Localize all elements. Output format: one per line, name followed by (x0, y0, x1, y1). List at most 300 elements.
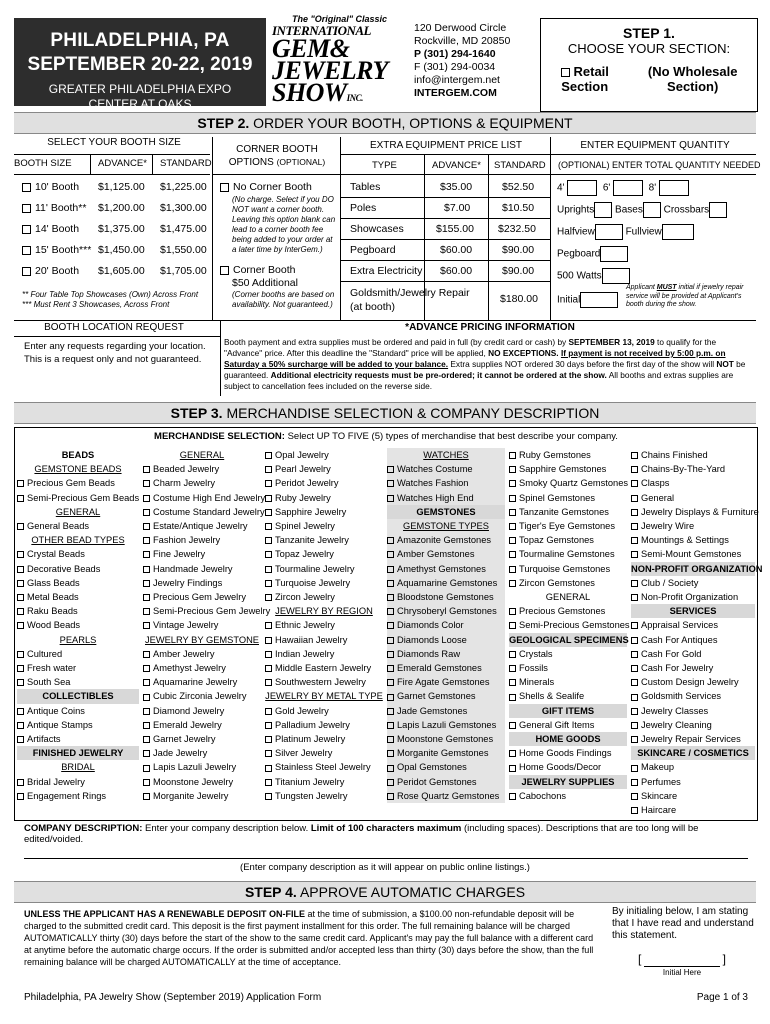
repair-initial-input[interactable] (580, 292, 618, 308)
booth-option-15[interactable] (22, 244, 91, 256)
checkbox-icon[interactable] (387, 637, 394, 644)
checkbox-icon[interactable] (265, 779, 272, 786)
merch-option[interactable] (143, 491, 266, 505)
option-label: Section) (667, 79, 719, 94)
checkbox-icon[interactable] (509, 694, 516, 701)
merch-option[interactable] (265, 576, 383, 590)
checkbox-icon[interactable] (265, 480, 272, 487)
checkbox-icon[interactable] (265, 651, 272, 658)
checkbox-icon[interactable] (387, 537, 394, 544)
merch-option[interactable] (631, 576, 755, 590)
checkbox-icon[interactable] (631, 594, 638, 601)
merch-option[interactable] (143, 476, 261, 490)
merch-option[interactable] (509, 547, 627, 561)
checkbox-icon[interactable] (631, 736, 638, 743)
checkbox-icon[interactable] (265, 750, 272, 757)
checkbox-icon[interactable] (17, 722, 24, 729)
merch-option[interactable] (387, 562, 505, 576)
merch-option[interactable] (631, 448, 755, 462)
checkbox-icon[interactable] (143, 665, 150, 672)
checkbox-icon[interactable] (143, 580, 150, 587)
checkbox-icon[interactable] (509, 793, 516, 800)
merch-option-label: Southwestern Jewelry (275, 677, 366, 688)
merch-option[interactable] (387, 618, 505, 632)
booth-size: 10' Booth (35, 181, 80, 193)
merch-option[interactable] (17, 547, 139, 561)
checkbox-icon[interactable] (387, 779, 394, 786)
checkbox-icon[interactable] (143, 594, 150, 601)
checkbox-icon[interactable] (143, 750, 150, 757)
checkbox-icon[interactable] (143, 523, 150, 530)
merch-option[interactable] (265, 647, 383, 661)
merch-option[interactable] (509, 760, 627, 774)
checkbox-icon[interactable] (631, 765, 638, 772)
merch-option[interactable] (143, 562, 261, 576)
checkbox-icon[interactable] (509, 608, 516, 615)
merch-option-label: Precious Gem Jewelry (153, 592, 246, 603)
merch-option[interactable] (265, 462, 383, 476)
merch-option[interactable] (631, 590, 755, 604)
booth-option-20[interactable] (22, 265, 79, 277)
checkbox-icon[interactable] (143, 765, 150, 772)
qty-8-input[interactable] (659, 180, 689, 196)
merch-option[interactable] (265, 718, 383, 732)
booth-option-10[interactable] (22, 181, 79, 193)
merch-option[interactable] (17, 618, 139, 632)
checkbox-icon[interactable] (265, 523, 272, 530)
merch-option[interactable] (631, 732, 755, 746)
checkbox-icon[interactable] (17, 708, 24, 715)
merch-option[interactable] (387, 704, 505, 718)
merch-option[interactable] (143, 618, 261, 632)
merch-option[interactable] (265, 448, 383, 462)
merch-option[interactable] (509, 576, 627, 590)
crossbars-input[interactable] (709, 202, 727, 218)
checkbox-icon[interactable] (265, 679, 272, 686)
initial-here-input[interactable]: [ ] (638, 952, 726, 966)
merch-option[interactable] (17, 647, 139, 661)
checkbox-icon[interactable] (387, 594, 394, 601)
merch-option[interactable] (143, 760, 261, 774)
checkbox-icon[interactable] (220, 266, 229, 275)
logo-line: SHOW (272, 78, 347, 107)
checkbox-icon[interactable] (17, 622, 24, 629)
merch-option[interactable] (631, 462, 755, 476)
merch-option[interactable] (143, 675, 261, 689)
checkbox-icon[interactable] (631, 480, 638, 487)
checkbox-icon[interactable] (631, 651, 638, 658)
checkbox-icon[interactable] (509, 665, 516, 672)
merch-option[interactable] (509, 604, 627, 618)
merch-option[interactable] (265, 760, 383, 774)
merch-option[interactable] (387, 462, 505, 476)
checkbox-icon[interactable] (265, 495, 272, 502)
merch-option[interactable] (17, 562, 139, 576)
checkbox-icon[interactable] (631, 665, 638, 672)
merch-option[interactable] (509, 789, 627, 803)
merch-option[interactable] (631, 491, 755, 505)
qty-6-input[interactable] (613, 180, 643, 196)
merch-option[interactable] (631, 760, 755, 774)
checkbox-icon[interactable] (387, 551, 394, 558)
merch-option[interactable] (509, 519, 627, 533)
checkbox-icon[interactable] (17, 551, 24, 558)
checkbox-icon[interactable] (387, 651, 394, 658)
checkbox-icon[interactable] (143, 622, 150, 629)
merch-option[interactable] (631, 533, 755, 547)
checkbox-icon[interactable] (387, 708, 394, 715)
merch-option[interactable] (387, 746, 505, 760)
checkbox-icon[interactable] (17, 495, 24, 502)
checkbox-icon[interactable] (631, 495, 638, 502)
merch-option[interactable] (631, 547, 755, 561)
merch-option[interactable] (265, 789, 383, 803)
checkbox-icon[interactable] (143, 509, 150, 516)
merch-option[interactable] (509, 533, 627, 547)
checkbox-icon[interactable] (387, 566, 394, 573)
merch-option[interactable] (631, 661, 755, 675)
checkbox-icon[interactable] (509, 466, 516, 473)
checkbox-icon[interactable] (265, 452, 272, 459)
advance-pricing-heading: *ADVANCE PRICING INFORMATION (405, 322, 575, 333)
merch-option[interactable] (143, 576, 261, 590)
merch-option[interactable] (387, 590, 505, 604)
merch-option[interactable] (265, 775, 383, 789)
checkbox-icon[interactable] (17, 608, 24, 615)
checkbox-icon[interactable] (17, 665, 24, 672)
checkbox-icon[interactable] (143, 779, 150, 786)
merch-option[interactable] (17, 704, 139, 718)
checkbox-icon[interactable] (17, 736, 24, 743)
checkbox-icon[interactable] (265, 580, 272, 587)
checkbox-icon[interactable] (387, 622, 394, 629)
merch-option[interactable] (631, 505, 759, 519)
checkbox-icon[interactable] (387, 750, 394, 757)
merch-option[interactable] (509, 448, 627, 462)
merch-option[interactable] (143, 732, 261, 746)
merch-option[interactable] (387, 718, 505, 732)
checkbox-icon[interactable] (631, 637, 638, 644)
checkbox-icon[interactable] (17, 651, 24, 658)
checkbox-icon[interactable] (631, 779, 638, 786)
merch-option[interactable] (387, 675, 505, 689)
checkbox-icon[interactable] (265, 637, 272, 644)
checkbox-icon[interactable] (387, 793, 394, 800)
checkbox-icon[interactable] (17, 679, 24, 686)
checkbox-icon[interactable] (387, 722, 394, 729)
fullview-input[interactable] (662, 224, 694, 240)
col-advance: ADVANCE* (432, 160, 481, 171)
merch-option[interactable] (509, 505, 627, 519)
pegboard-input[interactable] (600, 246, 628, 262)
merch-option[interactable] (509, 675, 627, 689)
checkbox-icon[interactable] (17, 793, 24, 800)
merch-option[interactable] (509, 462, 627, 476)
checkbox-icon[interactable] (143, 495, 150, 502)
checkbox-icon[interactable] (265, 509, 272, 516)
merch-option[interactable] (509, 746, 627, 760)
merch-option[interactable] (631, 675, 755, 689)
checkbox-icon[interactable] (265, 551, 272, 558)
checkbox-icon[interactable] (509, 523, 516, 530)
merch-option[interactable] (631, 633, 755, 647)
merch-option[interactable] (265, 618, 383, 632)
merch-option[interactable] (17, 732, 139, 746)
qty-4-input[interactable] (567, 180, 597, 196)
merch-option[interactable] (509, 661, 627, 675)
merch-option[interactable] (265, 533, 383, 547)
checkbox-icon[interactable] (509, 722, 516, 729)
no-corner-booth-option[interactable] (220, 181, 312, 193)
merch-option[interactable] (265, 519, 383, 533)
checkbox-icon[interactable] (509, 580, 516, 587)
checkbox-icon[interactable] (265, 622, 272, 629)
merch-option[interactable] (143, 775, 261, 789)
checkbox-icon[interactable] (143, 551, 150, 558)
checkbox-icon[interactable] (265, 736, 272, 743)
checkbox-icon[interactable] (631, 679, 638, 686)
merch-option[interactable] (17, 604, 139, 618)
checkbox-icon[interactable] (631, 466, 638, 473)
checkbox-icon[interactable] (17, 480, 24, 487)
checkbox-icon[interactable] (387, 580, 394, 587)
checkbox-icon[interactable] (143, 679, 150, 686)
merch-option[interactable] (631, 775, 755, 789)
merch-option[interactable] (387, 576, 505, 590)
checkbox-icon[interactable] (143, 708, 150, 715)
merch-option[interactable] (143, 462, 261, 476)
merch-option[interactable] (265, 476, 383, 490)
merch-option[interactable] (387, 633, 505, 647)
checkbox-icon[interactable] (265, 722, 272, 729)
bases-input[interactable] (643, 202, 661, 218)
checkbox-icon[interactable] (509, 622, 516, 629)
checkbox-icon[interactable] (631, 452, 638, 459)
checkbox-icon[interactable] (17, 566, 24, 573)
merch-option[interactable] (631, 476, 755, 490)
merch-option[interactable] (143, 718, 261, 732)
merch-category-heading: BEADS (61, 450, 95, 460)
checkbox-icon[interactable] (143, 694, 150, 701)
checkbox-icon[interactable] (17, 580, 24, 587)
checkbox-icon[interactable] (387, 694, 394, 701)
booth-location-field[interactable] (14, 337, 220, 396)
merch-option[interactable] (387, 661, 505, 675)
uprights-input[interactable] (594, 202, 612, 218)
checkbox-icon[interactable] (22, 246, 31, 255)
merch-option-label: Diamonds Color (397, 620, 464, 631)
checkbox-icon[interactable] (509, 566, 516, 573)
checkbox-icon[interactable] (509, 750, 516, 757)
merch-option[interactable] (265, 590, 383, 604)
merch-option[interactable] (265, 732, 383, 746)
checkbox-icon[interactable] (143, 466, 150, 473)
merch-option[interactable] (265, 675, 383, 689)
merch-option[interactable] (143, 604, 271, 618)
merch-option[interactable] (143, 547, 261, 561)
checkbox-icon[interactable] (143, 537, 150, 544)
merch-option[interactable] (17, 789, 139, 803)
merch-option[interactable] (17, 775, 139, 789)
checkbox-icon[interactable] (387, 466, 394, 473)
merch-option[interactable] (143, 505, 265, 519)
checkbox-icon[interactable] (631, 523, 638, 530)
merch-option[interactable] (387, 476, 505, 490)
checkbox-icon[interactable] (387, 495, 394, 502)
checkbox-icon[interactable] (143, 480, 150, 487)
checkbox-icon[interactable] (17, 523, 24, 530)
checkbox-icon[interactable] (387, 665, 394, 672)
merch-option[interactable] (265, 746, 383, 760)
checkbox-icon[interactable] (265, 594, 272, 601)
merch-option[interactable] (509, 647, 627, 661)
merch-option[interactable] (265, 491, 383, 505)
checkbox-icon[interactable] (22, 267, 31, 276)
checkbox-icon[interactable] (17, 779, 24, 786)
checkbox-icon[interactable] (631, 551, 638, 558)
merch-option[interactable] (143, 746, 261, 760)
merch-option[interactable] (631, 647, 755, 661)
checkbox-icon[interactable] (631, 722, 638, 729)
checkbox-icon[interactable] (631, 807, 638, 814)
merch-option[interactable] (17, 590, 139, 604)
checkbox-icon[interactable] (143, 608, 150, 615)
checkbox-icon[interactable] (509, 551, 516, 558)
merch-option[interactable] (387, 732, 505, 746)
checkbox-icon[interactable] (265, 665, 272, 672)
merch-option[interactable] (265, 633, 383, 647)
merch-option[interactable] (631, 519, 755, 533)
checkbox-icon[interactable] (143, 736, 150, 743)
halfview-input[interactable] (595, 224, 623, 240)
checkbox-icon[interactable] (509, 509, 516, 516)
checkbox-icon[interactable] (265, 708, 272, 715)
checkbox-icon[interactable] (265, 466, 272, 473)
merch-option[interactable] (509, 689, 627, 703)
merch-option[interactable] (17, 491, 139, 505)
merch-option[interactable] (509, 562, 627, 576)
merch-option[interactable] (509, 618, 630, 632)
merch-option[interactable] (387, 547, 505, 561)
merch-option[interactable] (509, 718, 627, 732)
checkbox-icon[interactable] (143, 651, 150, 658)
merch-option[interactable] (631, 689, 755, 703)
checkbox-icon[interactable] (631, 694, 638, 701)
merch-option[interactable] (143, 590, 261, 604)
merch-option[interactable] (265, 562, 383, 576)
company-description-input[interactable] (24, 838, 748, 858)
merch-option[interactable] (265, 505, 383, 519)
checkbox-icon[interactable] (387, 608, 394, 615)
merch-option-label: Jewelry Cleaning (641, 719, 712, 730)
checkbox-icon[interactable] (509, 537, 516, 544)
merch-option[interactable] (631, 618, 755, 632)
checkbox-icon[interactable] (220, 183, 229, 192)
checkbox-icon[interactable] (143, 722, 150, 729)
checkbox-icon[interactable] (265, 566, 272, 573)
merch-option[interactable] (387, 760, 505, 774)
corner-booth-option[interactable] (220, 264, 295, 276)
merch-option[interactable] (631, 718, 755, 732)
checkbox-icon[interactable] (387, 679, 394, 686)
checkbox-icon[interactable] (265, 537, 272, 544)
watts-input[interactable] (602, 268, 630, 284)
checkbox-icon[interactable] (387, 736, 394, 743)
checkbox-icon[interactable] (17, 594, 24, 601)
checkbox-icon[interactable] (631, 708, 638, 715)
checkbox-icon[interactable] (265, 765, 272, 772)
checkbox-icon[interactable] (509, 495, 516, 502)
merch-option[interactable] (387, 491, 505, 505)
merch-option[interactable] (17, 675, 139, 689)
merch-option[interactable] (143, 533, 261, 547)
merch-option[interactable] (265, 661, 383, 675)
merch-option[interactable] (265, 547, 383, 561)
checkbox-icon[interactable] (509, 480, 516, 487)
merch-option[interactable] (631, 803, 755, 817)
checkbox-icon[interactable] (265, 793, 272, 800)
checkbox-icon[interactable] (509, 452, 516, 459)
checkbox-icon[interactable] (561, 68, 570, 77)
merch-option[interactable] (143, 519, 261, 533)
merch-option[interactable] (387, 775, 505, 789)
merch-option-label: Cash For Antiques (641, 634, 718, 645)
checkbox-icon[interactable] (509, 651, 516, 658)
checkbox-icon[interactable] (509, 679, 516, 686)
merch-option[interactable] (143, 689, 261, 703)
checkbox-icon[interactable] (22, 183, 31, 192)
merch-option[interactable] (387, 647, 505, 661)
checkbox-icon[interactable] (631, 509, 638, 516)
text: UNLESS THE APPLICANT HAS A RENEWABLE DEPOSIT ON-FILE (24, 909, 306, 919)
booth-option-14[interactable] (22, 223, 79, 235)
merch-option[interactable] (143, 704, 261, 718)
merch-option[interactable] (387, 789, 505, 803)
checkbox-icon[interactable] (143, 793, 150, 800)
checkbox-icon[interactable] (631, 622, 638, 629)
merch-option[interactable] (387, 689, 505, 703)
merch-option[interactable] (143, 647, 261, 661)
merch-option[interactable] (509, 476, 627, 490)
booth-option-11[interactable] (22, 202, 86, 214)
merch-option[interactable] (143, 789, 261, 803)
merch-option[interactable] (387, 604, 505, 618)
retail-section-option[interactable] (561, 64, 609, 94)
merch-option-label: Hawaiian Jewelry (275, 634, 348, 645)
checkbox-icon[interactable] (631, 537, 638, 544)
checkbox-icon[interactable] (22, 204, 31, 213)
checkbox-icon[interactable] (387, 480, 394, 487)
checkbox-icon[interactable] (22, 225, 31, 234)
checkbox-icon[interactable] (509, 765, 516, 772)
checkbox-icon[interactable] (631, 580, 638, 587)
merch-option[interactable] (265, 704, 383, 718)
merch-option[interactable] (17, 661, 139, 675)
merch-option[interactable] (17, 718, 139, 732)
merch-option[interactable] (17, 519, 139, 533)
checkbox-icon[interactable] (143, 566, 150, 573)
merch-option[interactable] (631, 789, 755, 803)
merch-option[interactable] (143, 661, 261, 675)
merch-option[interactable] (17, 476, 139, 490)
merch-option[interactable] (631, 704, 755, 718)
checkbox-icon[interactable] (631, 793, 638, 800)
merch-option[interactable] (17, 576, 139, 590)
merch-option[interactable] (387, 533, 505, 547)
merch-option-label: Chains Finished (641, 450, 708, 460)
merch-option[interactable] (509, 491, 627, 505)
checkbox-icon[interactable] (387, 765, 394, 772)
